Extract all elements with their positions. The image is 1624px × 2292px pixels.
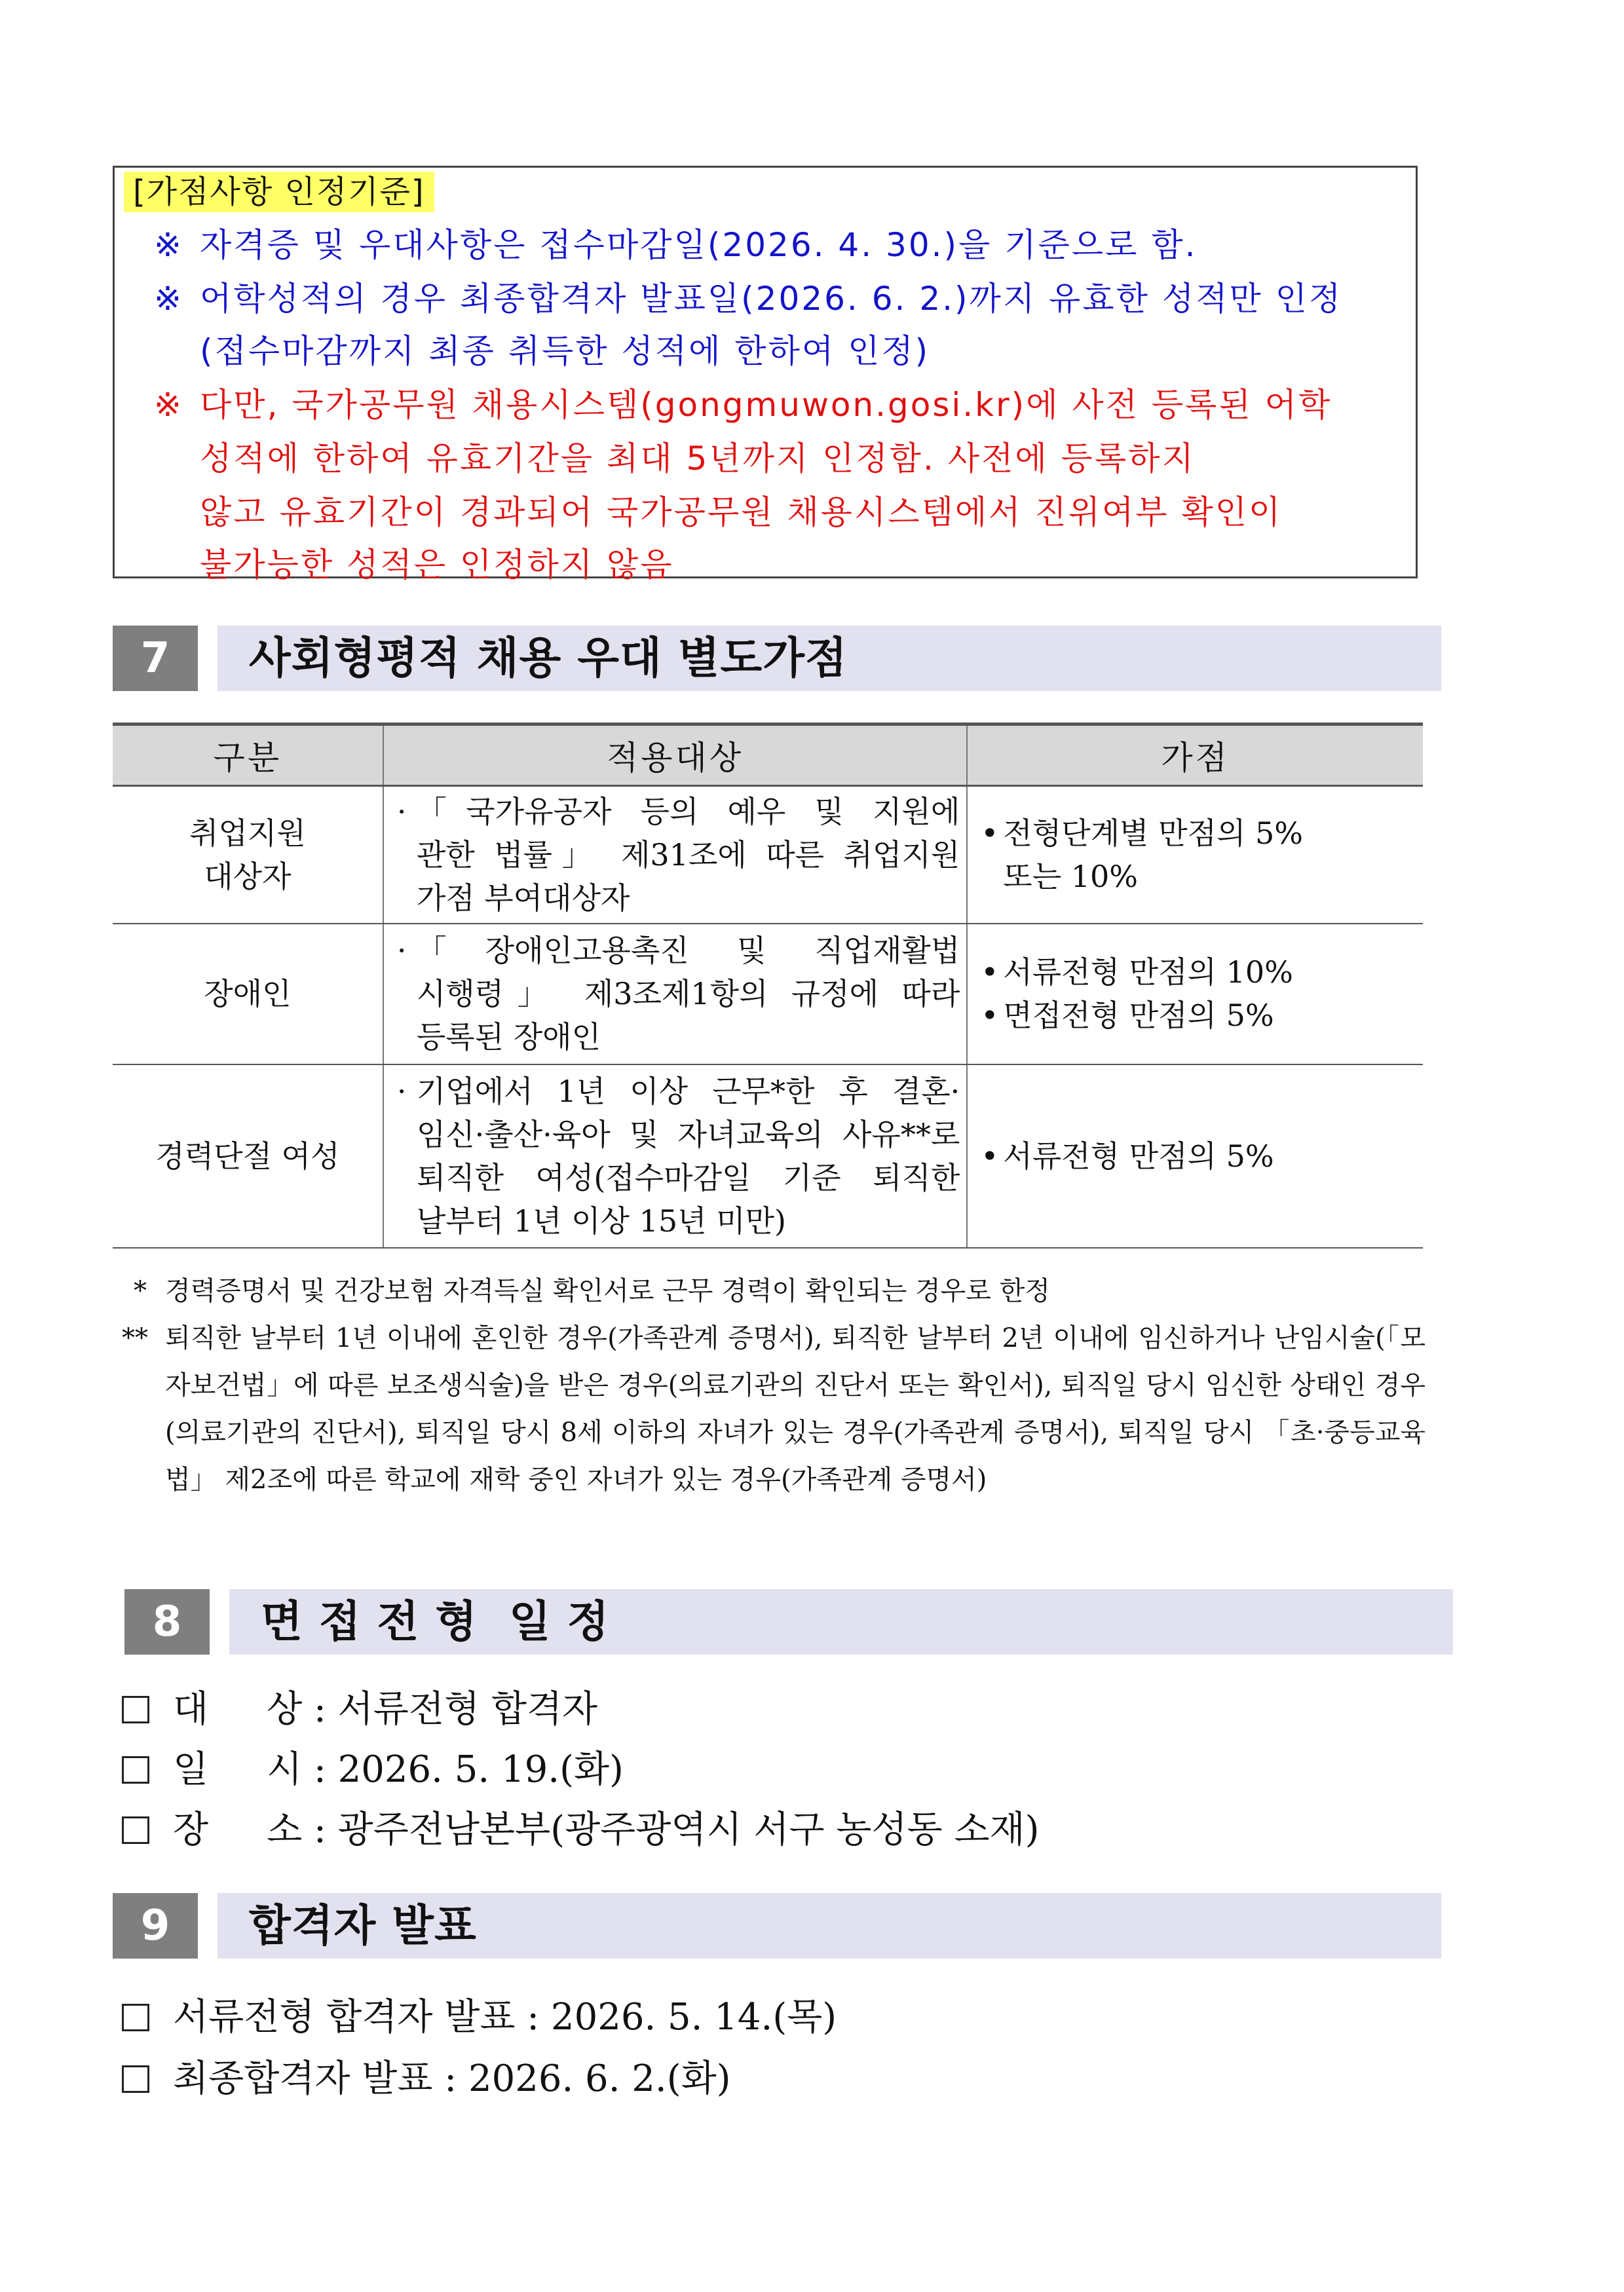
target-line	[384, 1199, 966, 1243]
points-line	[981, 1135, 1423, 1178]
points-text: 면접전형 만점의 5%	[1003, 998, 1274, 1033]
footnote	[122, 1315, 1426, 1503]
target-line	[384, 929, 966, 972]
category-cell	[113, 786, 383, 924]
column-header: 가점	[967, 724, 1423, 786]
table-header-row	[113, 724, 1423, 786]
schedule-text: 대 상 : 서류전형 합격자	[173, 1688, 598, 1731]
section-number: 9	[113, 1893, 198, 1959]
bonus-criteria-box	[113, 166, 1418, 584]
checkbox-icon	[122, 1756, 149, 1784]
bullet: •	[981, 954, 999, 990]
target-text: 날부터 1년 이상 15년 미만)	[416, 1203, 786, 1239]
announcement-item	[122, 2053, 731, 2105]
announcement-text: 최종합격자 발표 : 2026. 6. 2.(화)	[173, 2057, 731, 2100]
notice-text: (접수마감까지 최종 취득한 성적에 한하여 인정)	[200, 332, 930, 370]
points-line	[981, 994, 1423, 1037]
column-header: 적용대상	[383, 724, 967, 786]
points-line	[981, 855, 1423, 898]
target-line	[384, 1070, 966, 1113]
table-row	[113, 924, 1423, 1064]
notice-text: 성적에 한하여 유효기간을 최대 5년까지 인정함. 사전에 등록하지	[200, 440, 1196, 478]
category-text: 취업지원	[189, 815, 306, 851]
schedule-item	[122, 1744, 624, 1796]
notice-text: 자격증 및 우대사항은 접수마감일(2026. 4. 30.)을 기준으로 함.	[200, 226, 1198, 264]
reference-mark: ※	[154, 226, 183, 264]
section-header	[229, 1589, 1453, 1655]
bullet: ·	[396, 793, 407, 829]
checkbox-icon	[122, 2004, 149, 2031]
points-cell	[967, 786, 1423, 924]
bullet: ·	[396, 1073, 407, 1109]
announcement-text: 서류전형 합격자 발표 : 2026. 5. 14.(목)	[173, 1996, 837, 2038]
bullet: •	[981, 998, 999, 1033]
target-text: 등록된 장애인	[416, 1019, 601, 1055]
target-text: 퇴직한 여성(접수마감일 기준 퇴직한	[416, 1159, 960, 1195]
points-text: 전형단계별 만점의 5%	[1003, 815, 1303, 851]
target-line	[384, 833, 966, 876]
category-text: 대상자	[204, 858, 292, 894]
section-number: 7	[113, 626, 198, 691]
footnotes	[122, 1268, 1426, 1503]
checkbox-icon	[122, 1816, 149, 1844]
footnote-mark: *	[134, 1276, 147, 1306]
footnote	[122, 1268, 1426, 1315]
section-number: 8	[124, 1589, 210, 1655]
checkbox-icon	[122, 2065, 149, 2093]
target-line	[384, 972, 966, 1015]
footnote-mark: **	[122, 1323, 148, 1353]
points-line	[981, 812, 1423, 855]
notice-text: 불가능한 성적은 인정하지 않음	[200, 546, 674, 584]
notice-title: [가점사항 인정기준]	[124, 172, 434, 212]
section-title: 사회형평적 채용 우대 별도가점	[249, 633, 848, 683]
target-text: 기업에서 1년 이상 근무*한 후 결혼·	[416, 1073, 960, 1109]
announcement-item	[122, 1991, 837, 2044]
points-cell	[967, 1064, 1423, 1248]
category-text: 장애인	[204, 976, 292, 1011]
checkbox-icon	[122, 1696, 149, 1723]
section-title: 합격자 발표	[249, 1900, 477, 1951]
section-header	[217, 1893, 1441, 1959]
target-text: 「국가유공자 등의 예우 및 지원에	[416, 793, 960, 829]
target-cell	[383, 924, 967, 1064]
footnote-text: 경력증명서 및 건강보험 자격득실 확인서로 근무 경력이 확인되는 경우로 한정	[165, 1276, 1050, 1306]
category-cell	[113, 1064, 383, 1248]
category-cell	[113, 924, 383, 1064]
schedule-text: 장 소 : 광주전남본부(광주광역시 서구 농성동 소재)	[173, 1809, 1040, 1851]
bullet: •	[981, 1138, 999, 1174]
points-text: 또는 10%	[1003, 858, 1139, 894]
target-text: 시행령」 제3조제1항의 규정에 따라	[416, 976, 960, 1011]
target-line	[384, 790, 966, 833]
column-header: 구분	[113, 724, 383, 786]
target-text: 임신·출산·육아 및 자녀교육의 사유**로	[416, 1116, 960, 1152]
points-text: 서류전형 만점의 5%	[1003, 1138, 1274, 1174]
bullet: ·	[396, 933, 407, 968]
points-cell	[967, 924, 1423, 1064]
table-row	[113, 786, 1423, 924]
target-line	[384, 1156, 966, 1199]
target-line	[384, 1113, 966, 1156]
target-line	[384, 1015, 966, 1059]
schedule-item	[122, 1804, 1040, 1856]
bonus-table	[113, 723, 1423, 1249]
footnote-text: 퇴직한 날부터 1년 이내에 혼인한 경우(가족관계 증명서), 퇴직한 날부터 2년 이내에 임신하거나 난임시술(「모자보건법」에 따른 보조생식술)을 받은 경우(의료기관의 진단서 또는 확인서), 퇴직일 당시 임신한 상태인 경우(의료기관의 진단서), 퇴직일 당시 8세 이하의 자녀가 있는 경우(가족관계 증명서), 퇴직일 당시 「초·중등교육법」 제2조에 따른 학교에 재학 중인 자녀가 있는 경우(가족관계 증명서)	[165, 1323, 1426, 1495]
schedule-item	[122, 1683, 597, 1736]
notice-text: 다만, 국가공무원 채용시스템(gongmuwon.gosi.kr)에 사전 등록된 어학	[200, 386, 1332, 424]
points-line	[981, 950, 1423, 994]
notice-text: 어학성적의 경우 최종합격자 발표일(2026. 6. 2.)까지 유효한 성적만 인정	[200, 280, 1343, 318]
table-row	[113, 1064, 1423, 1248]
bullet: •	[981, 815, 999, 851]
section-header	[217, 626, 1441, 691]
target-cell	[383, 786, 967, 924]
target-cell	[383, 1064, 967, 1248]
section-title: 면 접 전 형 일 정	[261, 1596, 610, 1647]
reference-mark: ※	[154, 280, 183, 318]
target-line	[384, 876, 966, 920]
target-text: 「장애인고용촉진 및 직업재활법	[416, 933, 960, 968]
notice-text: 않고 유효기간이 경과되어 국가공무원 채용시스템에서 진위여부 확인이	[200, 493, 1283, 531]
target-text: 가점 부여대상자	[416, 880, 630, 916]
target-text: 관한 법률」 제31조에 따른 취업지원	[416, 836, 960, 873]
points-text: 서류전형 만점의 10%	[1003, 954, 1293, 990]
category-text: 경력단절 여성	[155, 1138, 340, 1174]
schedule-text: 일 시 : 2026. 5. 19.(화)	[173, 1748, 624, 1791]
reference-mark: ※	[154, 386, 183, 424]
